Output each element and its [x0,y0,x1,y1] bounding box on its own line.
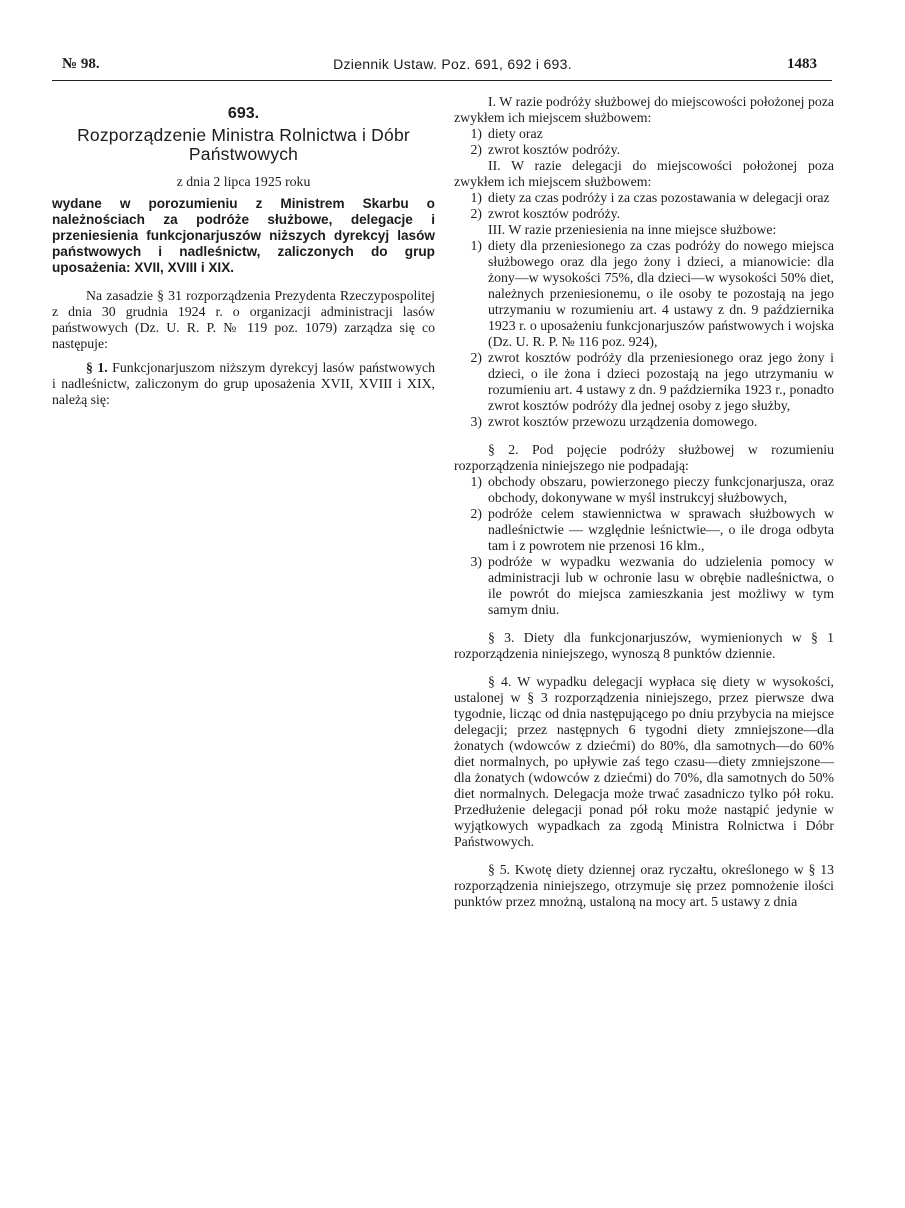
list-item [454,474,834,506]
item-text: obchody obszaru, powierzonego pieczy funkcjonarjusza, oraz obchody, dokonywane w myśl instrukcyj służbowych, [488,474,834,505]
list-item [454,206,834,222]
page-number: 1483 [787,56,817,72]
act-title: Rozporządzenie Ministra Rolnictwa i Dóbr Państwowych [77,125,410,164]
section-5-label: § 5. [488,862,511,877]
item-number: 2) [470,142,482,157]
item-text: zwrot kosztów podróży. [488,142,621,157]
act-subject: wydane w porozumieniu z Ministrem Skarbu o należnościach za podróże służbowe, delegacje i przeniesienia funkcjonarjuszów niższych dyrekcyj lasów państwowych i nadleśnictw, zaliczonych do grup uposażenia: XVII, XVIII i XIX. [52,196,435,275]
left-column [52,94,435,408]
point-1-intro: I. W razie podróży służbowej do miejscowości położonej poza zwykłem ich miejscem służbowem: [454,94,834,125]
section-4 [454,674,834,850]
section-4-text: W wypadku delegacji wypłaca się diety w wysokości, ustalonej w § 3 rozporządzenia niniejszego, przez pierwsze dwa tygodnie, licząc od dnia następującego po dniu przybycia na miejsce delegacji; przez następnych 6 tygodni diety zmniejszone—dla żonatych (wdowców z dziećmi) do 80%, dla samotnych—do 60% diet normalnych, po upływie zaś tego czasu—diety zmniejszone—dla żonatych (wdowców z dziećmi) do 70%, dla samotnych do 50% diet normalnych. Delegacja może trwać zasadniczo tylko pół roku. Przedłużenie delegacji ponad pół roku może nastąpić jedynie w wyjątkowych wypadkach za zgodą Ministra Rolnictwa i Dóbr Państwowych. [454,674,834,849]
point-3-intro: III. W razie przeniesienia na inne miejsce służbowe: [488,222,777,237]
section-2-text: Pod pojęcie podróży służbowej w rozumieniu rozporządzenia niniejszego nie podpadają: [454,442,834,473]
act-date: z dnia 2 lipca 1925 roku [176,174,311,189]
list-item [454,350,834,414]
item-number: 2) [470,206,482,221]
item-text: diety oraz [488,126,543,141]
item-text: podróże w wypadku wezwania do udzielenia pomocy w administracji lub w ochronie lasu w obrębie nadleśnictwa, o ile powrót do miejsca zamieszkania jest możliwy w tym samym dniu. [488,554,834,617]
section-1 [52,360,435,408]
act-number: 693. [227,105,260,122]
item-number: 1) [470,474,482,489]
item-number: 3) [470,554,482,569]
journal-title: Dziennik Ustaw. Poz. 691, 692 i 693. [333,56,572,72]
item-number: 2) [470,350,482,365]
item-number: 1) [470,190,482,205]
list-item [454,142,834,158]
item-text: zwrot kosztów przewozu urządzenia domowego. [488,414,758,429]
list-item [454,126,834,142]
section-5-text: Kwotę diety dziennej oraz ryczałtu, określonego w § 13 rozporządzenia niniejszego, otrzymuje się przez pomnożenie ilości punktów przez mnożną, ustaloną na mocy art. 5 ustawy z dnia [454,862,834,909]
item-number: 2) [470,506,482,521]
item-text: podróże celem stawiennictwa w sprawach służbowych w nadleśnictwie — względnie leśnictwie—, o ile droga odbyta tam i z powrotem nie przenosi 16 klm., [488,506,834,553]
list-item [454,190,834,206]
preamble: Na zasadzie § 31 rozporządzenia Prezydenta Rzeczypospolitej z dnia 30 grudnia 1924 r. o organizacji administracji lasów państwowych (Dz. U. R. P. № 119 poz. 1079) zarządza się co następuje: [52,288,435,351]
section-4-label: § 4. [488,674,512,689]
list-item [454,414,834,430]
section-1-label: § 1. [86,360,108,375]
list-item [454,506,834,554]
item-text: diety dla przeniesionego za czas podróży do nowego miejsca służbowego oraz dla jego żony i dzieci, a mianowicie: dla żony—w wysokości 75%, dla dzieci—w wysokości 50% diet, należnych przeniesionemu, o ile osoby te pozostają na jego utrzymaniu w rozumieniu art. 4 ustawy z dn. 9 października 1923 r. o uposażeniu funkcjonarjuszów państwowych i wojska (Dz. U. R. P. № 116 poz. 924), [488,238,834,349]
section-3 [454,630,834,662]
section-3-label: § 3. [488,630,515,645]
issue-number: № 98. [62,56,100,72]
section-3-text: Diety dla funkcjonarjuszów, wymienionych w § 1 rozporządzenia niniejszego, wynoszą 8 punktów dziennie. [454,630,834,661]
list-item [454,554,834,618]
item-text: diety za czas podróży i za czas pozostawania w delegacji oraz [488,190,830,205]
item-text: zwrot kosztów podróży. [488,206,621,221]
header-rule [52,80,832,81]
item-number: 3) [470,414,482,429]
list-item [454,238,834,350]
section-2-label: § 2. [488,442,519,457]
right-column [454,94,834,910]
item-text: zwrot kosztów podróży dla przeniesionego oraz jego żony i dzieci, o ile żona i dzieci pozostają na jego utrzymaniu w rozumieniu art. 4 ustawy z dn. 9 października 1923 r., ponadto zwrot kosztów podróży dla jednej osoby z jego służby, [488,350,834,413]
item-number: 1) [470,238,482,253]
point-2-intro: II. W razie delegacji do miejscowości położonej poza zwykłem ich miejscem służbowem: [454,158,834,189]
section-2 [454,442,834,474]
item-number: 1) [470,126,482,141]
section-1-text: Funkcjonarjuszom niższym dyrekcyj lasów państwowych i nadleśnictw, zaliczonym do grup uposażenia XVII, XVIII i XIX, należą się: [52,360,435,407]
section-5 [454,862,834,910]
